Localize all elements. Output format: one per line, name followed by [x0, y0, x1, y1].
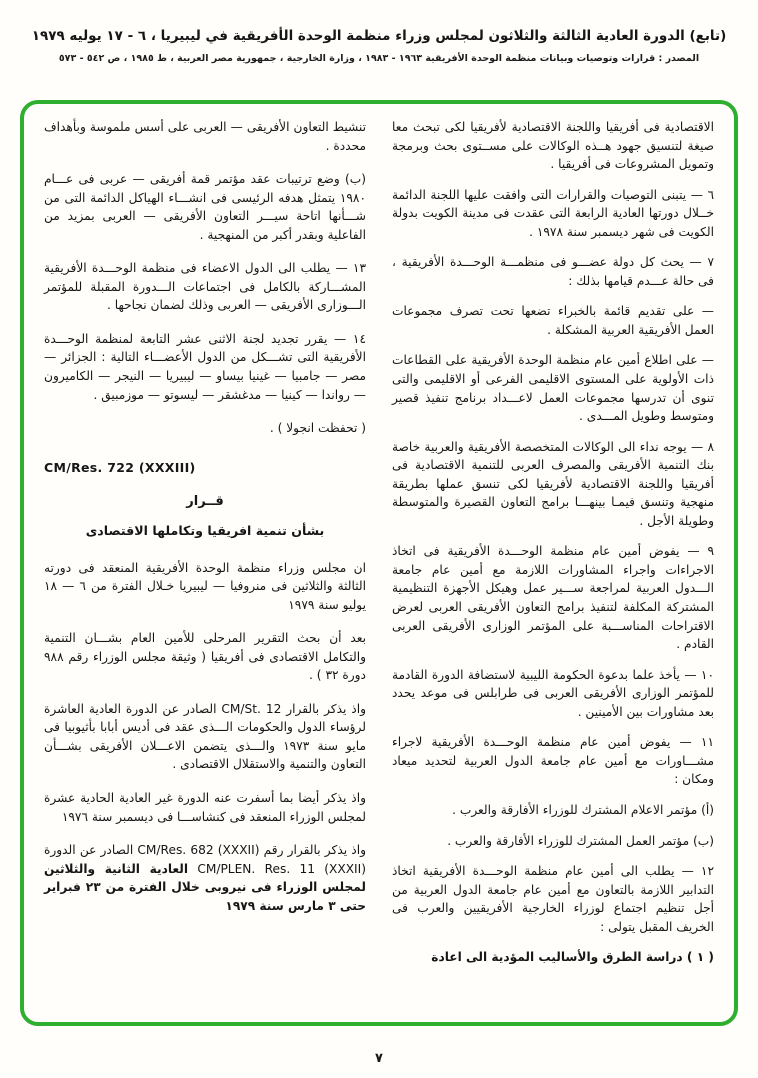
resolution-reference: CM/Res. 722 (XXXIII) — [44, 459, 196, 475]
paragraph: ١٠ — يأخذ علما بدعوة الحكومة الليبية لاستضافة الدورة القادمة للمؤتمر الوزارى الأفريقى العربى فى طرابلس فى موعد يحدد بعد مشاورات بين الأمينين . — [392, 667, 714, 719]
paragraph: الاقتصادية فى أفريقيا واللجنة الاقتصادية لأفريقيا لكى تبحث معا صيغة لتنسيق جهود هــذه الوكالات على مســتوى بحث وبرمجة وتمويل المشروعات فى أفريقيا . — [392, 120, 714, 172]
paragraph: (ب) وضع ترتيبات عقد مؤتمر قمة أفريقى — عربى فى عـــام ١٩٨٠ يتمثل هدفه الرئيسى فى انشـــاء الهياكل الدائمة التى من شـــأنها اتاحة سيـــر التعاون الأفريقى — العربى بمزيد من الفاعلية وبقدر أكبر من المنهجية . — [44, 172, 366, 242]
paragraph: ٨ — يوجه نداء الى الوكالات المتخصصة الأفريقية والعربية خاصة بنك التنمية الأفريقى والمصرف العربى للتنمية الاقتصادية فى أفريقيا واللجنة الاقتصادية لأفريقيا لكى تنسق عملها بطريقة منهجية وتنسق فيمـا بينهـــا برامج التعاون القصيرة والمتوسطة وطويلة الأجل . — [392, 439, 714, 528]
paragraph: ٦ — يتبنى التوصيات والقرارات التى وافقت عليها اللجنة الدائمة خــلال دورتها العادية الرابعة التى عقدت فى مدينة الكويت بدولة الكويت فى شهر ديسمبر سنة ١٩٧٨ . — [392, 187, 714, 239]
paragraph: بعد أن بحث التقرير المرحلى للأمين العام بشـــان التنمية والتكامل الاقتصادى فى أفريقيا ( وثيقة مجلس الوزراء رقم ٩٨٨ دورة ٣٢ ) . — [44, 631, 366, 683]
paragraph: واذ يذكر أيضا بما أسفرت عنه الدورة غير العادية الحادية عشرة لمجلس الوزراء المنعقد فى كنشاســـا فى ديسمبر سنة ١٩٧٦ — [44, 791, 366, 824]
paragraph-list-item: (ب) مؤتمر العمل المشترك للوزراء الأفارقة والعرب . — [447, 833, 714, 848]
paragraph: ٩ — يفوض أمين عام منظمة الوحـــدة الأفريقية فى اتخاذ الاجراءات واجراء المشاورات اللازمة مع أمين عام جامعة الـــدول العربية لمراجعة ســـير عمل وهيكل الأجهزة التنظيمية المشتركة المكلفة لتنفيذ برامج التعاون الأفريقى العربى لعرض الاقتراحات المناســـبة على المؤتمر الوزارى الأفريقى العربى القادم . — [392, 544, 714, 652]
paragraph: — على تقديم قائمة بالخبراء تضعها تحت تصرف مجموعات العمل الأفريقية العربية المشكلة . — [392, 304, 714, 337]
paragraph-bold: ( ١ ) دراسة الطرق والأساليب المؤدية الى اعادة — [431, 950, 714, 965]
columns — [24, 104, 734, 1022]
paragraph: ١٣ — يطلب الى الدول الاعضاء فى منظمة الوحـــدة الأفريقية المشـــاركة بالكامل فى اجتماعات الـــدورة المقبلة للمؤتمر الـــوزارى الأفريقى — العربى وذلك لضمان نجاحها . — [44, 261, 366, 313]
resolution-subheading: بشأن تنمية افريقيا وتكاملها الاقتصادى — [85, 523, 325, 539]
page-number: ٧ — [375, 1051, 383, 1066]
document-header — [0, 0, 758, 64]
paragraph-bold-tail: العادية الثانية والثلاثين لمجلس الوزراء فى نيروبى خلال الفترة من ٢٣ فبراير حتى ٣ مارس سنة ١٩٧٩ — [44, 861, 366, 913]
document-title: (تابع) الدورة العادية الثالثة والثلاثون لمجلس وزراء منظمة الوحدة الأفريقية في ليبيريا ، ٦ - ١٧ يوليه ١٩٧٩ — [31, 28, 727, 44]
paragraph-lead: واذ يذكر بالقرار رقم CM/Res. 682 (XXXII) الصادر عن الدورة CM/PLEN. Res. 11 (XXXII) — [44, 843, 367, 876]
paragraph: تنشيط التعاون الأفريقى — العربى على أسس ملموسة وبأهداف محددة . — [44, 120, 366, 153]
paragraph — [44, 841, 366, 915]
paragraph: ان مجلس وزراء منظمة الوحدة الأفريقية المنعقد فى دورته الثالثة والثلاثين فى منروفيا — ليبيريا خـلال الفترة من ٦ — ١٨ يوليو سنة ١٩٧٩ — [44, 560, 366, 612]
paragraph: ١٤ — يقرر تجديد لجنة الاثنى عشر التابعة لمنظمة الوحـــدة الأفريقية التى تشـــكل من الدول الأعضـــاء التالية : الجزائر — مصر — جامبيا — غينيا بيساو — ليبيريا — النيجر — الكاميرون — رواندا — كينيا — مدغشقر — ليسوتو — موزمبيق . — [44, 331, 366, 402]
paragraph: ١١ — يفوض أمين عام منظمة الوحـــدة الأفريقية لاجراء مشـــاورات مع أمين عام جامعة الدول العربية لتحديد ميعاد ومكان : — [392, 735, 714, 787]
paragraph: واذ يذكر بالقرار CM/St. 12 الصادر عن الدورة العادية العاشرة لرؤساء الدول والحكومات الـــذى عقد فى أديس أبابا بأثيوبيا فى مايو سنة ١٩٧٣ والـــذى يتضمن الاعـــلان الأفريقى بشـــأن التعاون والتنمية والاستقلال الاقتصادى . — [44, 701, 366, 772]
left-column — [44, 118, 366, 1012]
paragraph: ١٢ — يطلب الى أمين عام منظمة الوحـــدة الأفريقية اتخاذ التدابير اللازمة بالتعاون مع أمين عام جامعة الدول العربية من أجل تنظيم اجتماع لوزراء الخارجية الأفريقيين والعرب فى الخريف المقبل يتولى : — [392, 864, 714, 934]
paragraph-list-item: (أ) مؤتمر الاعلام المشترك للوزراء الأفارقة والعرب . — [452, 802, 714, 817]
document-footer — [0, 1047, 758, 1066]
document-frame — [20, 100, 738, 1026]
resolution-heading: قــرار — [186, 493, 224, 509]
paragraph: — على اطلاع أمين عام منظمة الوحدة الأفريقية على القطاعات ذات الأولوية على المستوى الاقليمى الفرعى أو الاقليمى والتى تنوى أن تدرسها مجموعات العمل لاعـــداد برنامج تنفيذ قصير ومتوسط وطويل المـــدى . — [392, 353, 714, 424]
paragraph: ٧ — يحث كل دولة عضـــو فى منظمـــة الوحـــدة الأفريقية ، فى حالة عـــدم قيامها بذلك : — [392, 255, 714, 288]
reservation-note: ( تحفظت انجولا ) . — [269, 421, 366, 436]
right-column — [392, 118, 714, 1012]
source-line: المصدر : قرارات وتوصيات وبيانات منظمة الوحدة الأفريقية ١٩٦٣ - ١٩٨٣ ، وزارة الخارجية ، جمهورية مصر العربية ، ط ١٩٨٥ ، ص ٥٤٢ - ٥٧٣ — [58, 53, 700, 64]
